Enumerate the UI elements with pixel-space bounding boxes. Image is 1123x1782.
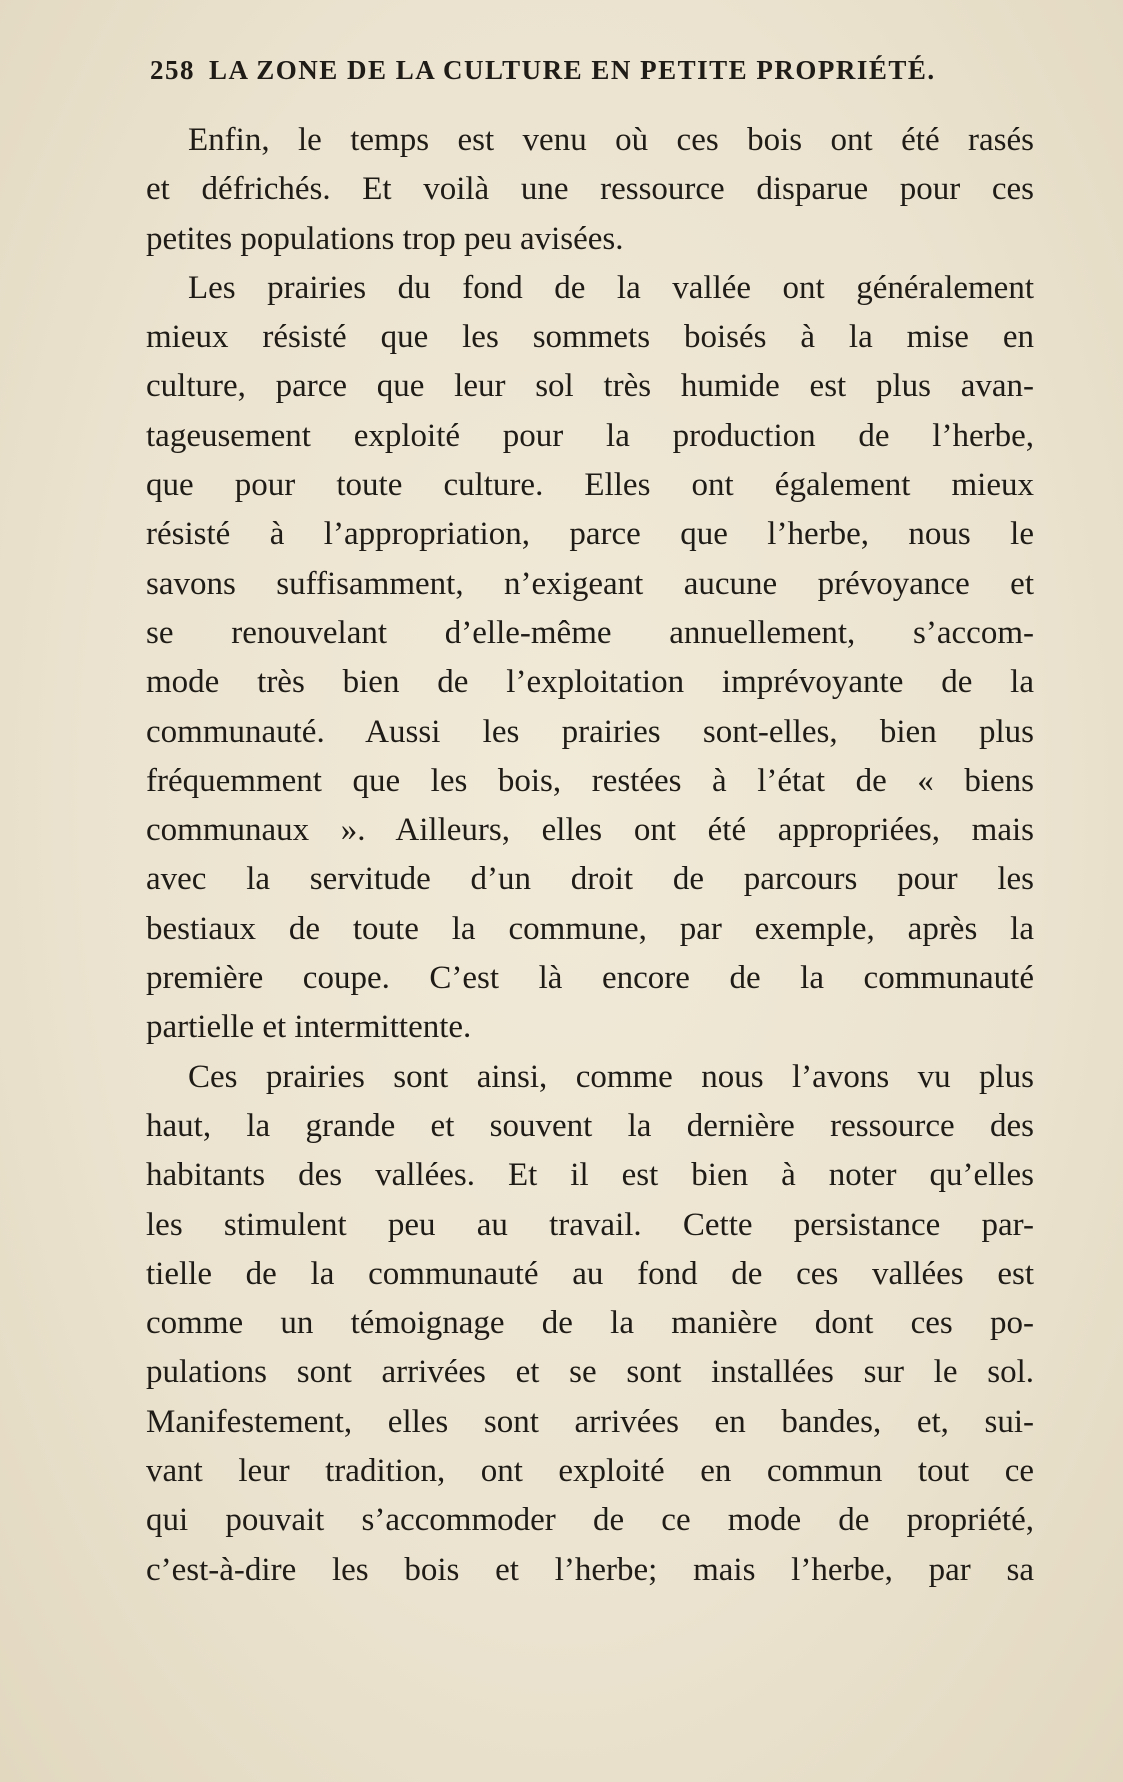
text-line: communauté. Aussi les prairies sont-elles, bien plus [146, 713, 1034, 750]
body-text [146, 116, 1034, 1595]
text-line: première coupe. C’est là encore de la communauté [146, 960, 1034, 997]
text-line: Manifestement, elles sont arrivées en bandes, et, sui- [146, 1403, 1034, 1440]
text-line: partielle et intermittente. [146, 1009, 472, 1046]
text-line: comme un témoignage de la manière dont ces po- [146, 1305, 1034, 1342]
running-title: LA ZONE DE LA CULTURE EN PETITE PROPRIÉTÉ. [209, 55, 936, 85]
text-line: habitants des vallées. Et il est bien à noter qu’elles [146, 1157, 1034, 1194]
text-line: tielle de la communauté au fond de ces vallées est [146, 1255, 1034, 1292]
text-line: pulations sont arrivées et se sont installées sur le sol. [146, 1354, 1034, 1391]
text-line: Les prairies du fond de la vallée ont généralement [188, 269, 1034, 306]
text-line: Ces prairies sont ainsi, comme nous l’avons vu plus [188, 1058, 1034, 1095]
paragraph-1 [146, 116, 1034, 264]
text-line: bestiaux de toute la commune, par exemple, après la [146, 910, 1034, 947]
text-line: petites populations trop peu avisées. [146, 220, 624, 257]
text-line: et défrichés. Et voilà une ressource disparue pour ces [146, 171, 1034, 208]
running-header [150, 50, 1010, 90]
text-line: haut, la grande et souvent la dernière ressource des [146, 1107, 1034, 1144]
text-line: savons suffisamment, n’exigeant aucune prévoyance et [146, 565, 1034, 602]
text-line: culture, parce que leur sol très humide est plus avan- [146, 368, 1034, 405]
text-line: fréquemment que les bois, restées à l’état de « biens [146, 762, 1034, 799]
text-line: c’est-à-dire les bois et l’herbe; mais l’herbe, par sa [146, 1551, 1034, 1588]
page-number: 258 [150, 55, 195, 85]
text-line: mieux résisté que les sommets boisés à la mise en [146, 319, 1034, 356]
text-line: qui pouvait s’accommoder de ce mode de propriété, [146, 1502, 1034, 1539]
text-line: se renouvelant d’elle-même annuellement, s’accom- [146, 614, 1034, 651]
text-line: mode très bien de l’exploitation imprévoyante de la [146, 664, 1034, 701]
text-line: communaux ». Ailleurs, elles ont été appropriées, mais [146, 812, 1034, 849]
text-line: tageusement exploité pour la production de l’herbe, [146, 417, 1034, 454]
text-line: Enfin, le temps est venu où ces bois ont été rasés [188, 122, 1034, 158]
paragraph-2 [146, 264, 1034, 1053]
text-line: que pour toute culture. Elles ont également mieux [146, 467, 1034, 504]
text-line: vant leur tradition, ont exploité en commun tout ce [146, 1453, 1034, 1490]
text-line: résisté à l’appropriation, parce que l’herbe, nous le [146, 516, 1034, 553]
text-line: les stimulent peu au travail. Cette persistance par- [146, 1206, 1034, 1243]
paragraph-3 [146, 1053, 1034, 1595]
text-line: avec la servitude d’un droit de parcours pour les [146, 861, 1034, 898]
